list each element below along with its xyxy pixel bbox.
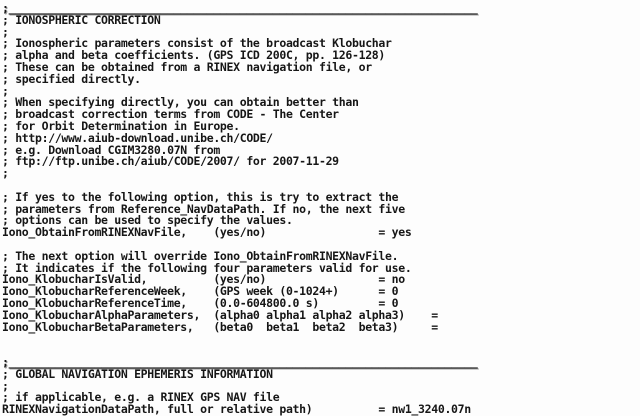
comment-line: ; for Orbit Determination in Europe. [2,118,240,133]
section-title-line: ; GLOBAL NAVIGATION EPHEMERIS INFORMATION [2,366,273,381]
comment-line: ; It indicates if the following four parameters valid for use. [2,260,412,275]
param-line-klobuchar-beta-parameters: Iono_KlobucharBetaParameters, (beta0 beta1 beta2 beta3) = [2,319,438,334]
comment-line: ; [2,378,9,393]
param-line-klobuchar-alpha-parameters: Iono_KlobucharAlphaParameters, (alpha0 alpha1 alpha2 alpha3) = [2,307,438,322]
comment-line: ; broadcast correction terms from CODE - The Center [2,107,339,122]
comment-line: ; [2,83,9,98]
comment-line: ; If yes to the following option, this is try to extract the [2,189,399,204]
comment-line: ; Ionospheric parameters consist of the broadcast Klobuchar [2,36,392,51]
comment-line: ; if applicable, e.g. a RINEX GPS NAV file [2,390,280,405]
param-line-rinex-navigation-data-path: RINEXNavigationDataPath, full or relative path) = nw1_3240.07n [2,402,471,416]
comment-line: ; e.g. Download CGIM3280.07N from [2,142,220,157]
comment-url-line: ; http://www.aiub-download.unibe.ch/CODE/ [2,130,273,145]
comment-line: ; The next option will override Iono_ObtainFromRINEXNavFile. [2,248,399,263]
section-rule: ;_______________________________________________________________________ [2,1,478,15]
comment-line: ; [2,24,9,39]
param-line-klobuchar-reference-time: Iono_KlobucharReferenceTime, (0.0-604800.0 s) = 0 [2,295,399,310]
section-title-line: ; IONOSPHERIC CORRECTION [2,12,161,27]
comment-line: ; These can be obtained from a RINEX navigation file, or [2,59,372,74]
comment-line: ; options can be used to specify the values. [2,213,293,228]
comment-line: ; specified directly. [2,71,141,86]
comment-line: ; parameters from Reference_NavDataPath. If no, the next five [2,201,405,216]
blank-line [2,333,640,345]
comment-url-line: ; ftp://ftp.unibe.ch/aiub/CODE/2007/ for 2007-11-29 [2,154,339,169]
comment-line: ; When specifying directly, you can obtain better than [2,95,359,110]
param-line-iono-obtain-from-rinex: Iono_ObtainFromRINEXNavFile, (yes/no) = yes [2,225,412,240]
comment-line: ; [2,166,9,181]
param-line-klobuchar-reference-week: Iono_KlobucharReferenceWeek, (GPS week (0-1024+) = 0 [2,284,399,299]
section-rule: ;_______________________________________________________________________ [2,354,478,369]
param-line-klobuchar-is-valid: Iono_KlobucharIsValid, (yes/no) = no [2,272,405,287]
comment-line: ; alpha and beta coefficients. (GPS ICD 200C, pp. 126-128) [2,48,386,63]
